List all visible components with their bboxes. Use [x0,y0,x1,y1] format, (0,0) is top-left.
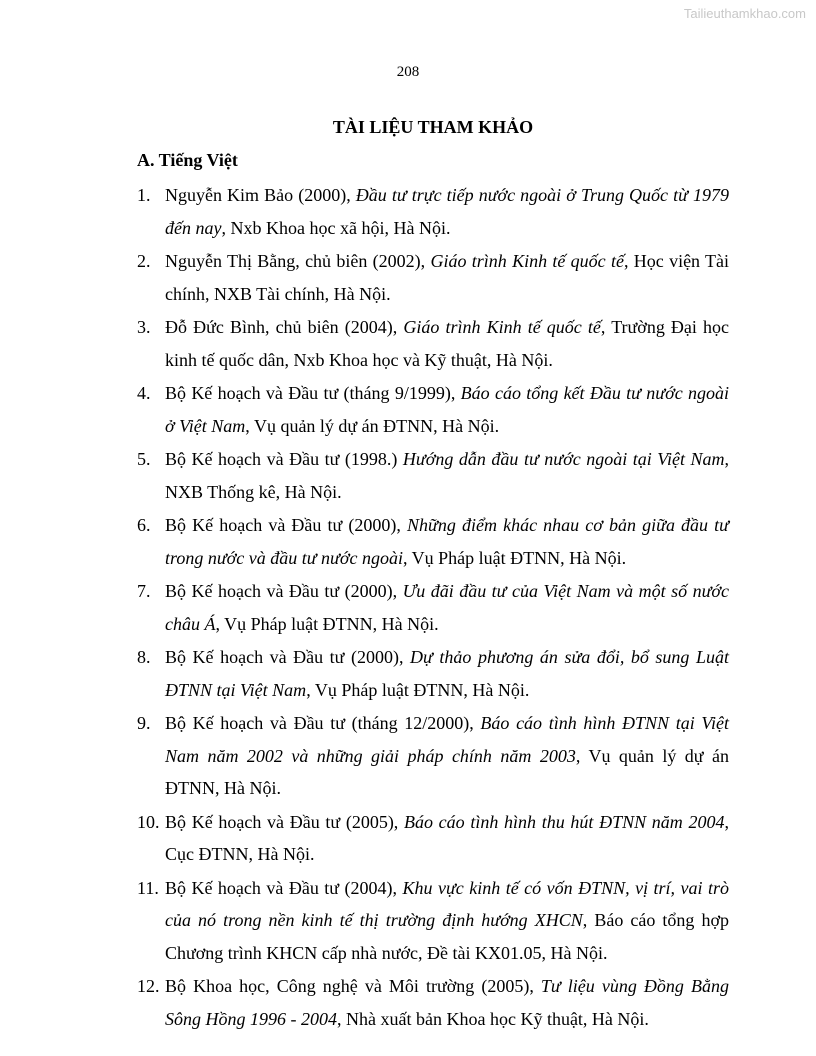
reference-author: Nguyễn Kim Bảo (2000), [165,185,356,205]
page-title: TÀI LIỆU THAM KHẢO [332,117,534,137]
reference-publisher: , Vụ quản lý dự án ĐTNN, Hà Nội. [245,415,500,436]
reference-number: 7. [137,581,151,601]
reference-item [137,443,729,508]
reference-title: Khu vực kinh tế có vốn ĐTNN, vị trí, vai trò của nó trong nền kinh tế thị trường định hướng XHCN [165,877,729,930]
reference-number: 9. [137,713,151,733]
reference-title: Tư liệu vùng Đồng Bằng Sông Hồng 1996 - 2004 [165,976,730,1029]
reference-item [137,970,729,1035]
reference-number: 1. [137,185,151,205]
reference-item [137,872,729,970]
reference-publisher: , Vụ quản lý dự án ĐTNN, Hà Nội. [165,745,729,798]
reference-title: Dự thảo phương án sửa đổi, bổ sung Luật ĐTNN tại Việt Nam [165,647,729,700]
page-number: 208 [396,64,420,80]
reference-list [137,179,729,1036]
reference-number: 3. [137,317,151,337]
reference-item [137,245,729,310]
reference-item [137,806,729,871]
reference-item [137,179,729,244]
section-heading: A. Tiếng Việt [137,150,238,170]
reference-publisher: , Vụ Pháp luật ĐTNN, Hà Nội. [306,679,530,700]
reference-publisher: , Vụ Pháp luật ĐTNN, Hà Nội. [402,547,627,568]
reference-author: Nguyễn Thị Bằng, chủ biên (2002), [165,251,431,271]
reference-title: Giáo trình Kinh tế quốc tế [430,251,624,271]
reference-number: 11. [137,877,159,898]
reference-title: Hướng dẫn đầu tư nước ngoài tại Việt Nam [402,449,725,469]
reference-title: Báo cáo tổng kết Đầu tư nước ngoài ở Việt Nam [165,383,730,436]
reference-publisher: , Báo cáo tổng hợp Chương trình KHCN cấp nhà nước, Đề tài KX01.05, Hà Nội. [165,910,729,963]
reference-number: 8. [137,647,151,667]
reference-publisher: , Cục ĐTNN, Hà Nội. [165,811,729,864]
reference-publisher: , Học viện Tài chính, NXB Tài chính, Hà Nội. [165,251,730,304]
reference-item [137,509,729,574]
reference-item [137,707,729,805]
reference-author: Bộ Kế hoạch và Đầu tư (2005), [165,811,404,832]
reference-title: Ưu đãi đầu tư của Việt Nam và một số nước châu Á [165,581,729,634]
reference-title: Báo cáo tình hình ĐTNN tại Việt Nam năm 2002 và những giải pháp chính năm 2003 [165,713,730,766]
reference-number: 2. [137,251,151,271]
watermark: Tailieuthamkhao.com [683,6,806,21]
reference-author: Bộ Kế hoạch và Đầu tư (2000), [165,581,403,601]
reference-author: Bộ Kế hoạch và Đầu tư (2000), [165,647,411,667]
reference-number: 4. [137,383,151,403]
reference-number: 6. [137,515,151,535]
reference-author: Bộ Kế hoạch và Đầu tư (2004), [165,877,403,898]
reference-author: Bộ Kế hoạch và Đầu tư (2000), [165,515,408,535]
reference-title: Giáo trình Kinh tế quốc tế [403,317,601,337]
reference-item [137,575,729,640]
reference-item [137,377,729,442]
reference-author: Đỗ Đức Bình, chủ biên (2004), [165,317,404,337]
reference-item [137,641,729,706]
reference-publisher: , Nxb Khoa học xã hội, Hà Nội. [221,217,451,238]
reference-number: 5. [137,449,151,469]
reference-author: Bộ Kế hoạch và Đầu tư (1998.) [165,449,403,469]
reference-number: 12. [137,976,160,996]
reference-author: Bộ Kế hoạch và Đầu tư (tháng 9/1999), [165,383,461,403]
reference-number: 10. [137,811,160,832]
reference-author: Bộ Kế hoạch và Đầu tư (tháng 12/2000), [165,713,481,733]
reference-title: Báo cáo tình hình thu hút ĐTNN năm 2004 [404,811,725,832]
reference-publisher: , NXB Thống kê, Hà Nội. [165,449,729,502]
reference-publisher: , Vụ Pháp luật ĐTNN, Hà Nội. [215,613,439,634]
reference-publisher: , Nhà xuất bản Khoa học Kỹ thuật, Hà Nội. [337,1008,649,1029]
reference-title: Đầu tư trực tiếp nước ngoài ở Trung Quốc từ 1979 đến nay [165,185,729,238]
reference-author: Bộ Khoa học, Công nghệ và Môi trường (2005), [165,976,541,996]
reference-title: Những điểm khác nhau cơ bản giữa đầu tư trong nước và đầu tư nước ngoài [165,515,729,568]
reference-item [137,311,729,376]
reference-publisher: , Trường Đại học kinh tế quốc dân, Nxb Khoa học và Kỹ thuật, Hà Nội. [165,317,730,370]
